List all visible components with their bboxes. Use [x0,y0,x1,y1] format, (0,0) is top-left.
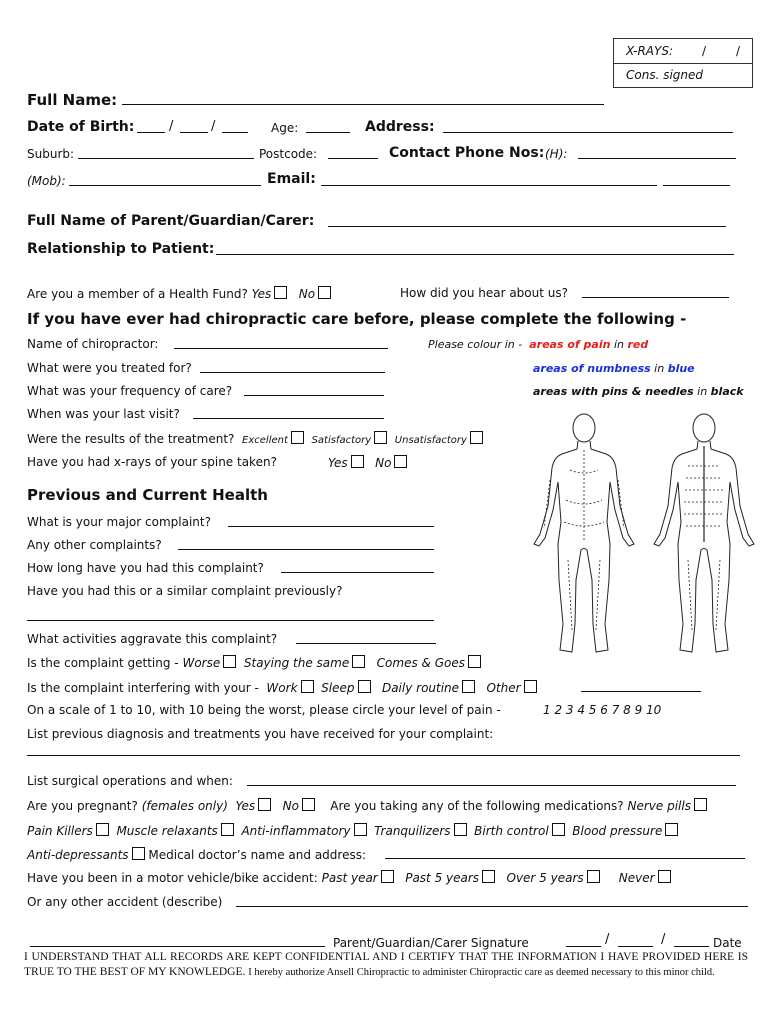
tranquilizers-checkbox[interactable] [454,823,467,836]
results-question: Were the results of the treatment? Excellent Satisfactory Unsatisfactory [27,431,483,446]
email-field-extra[interactable] [663,173,730,186]
age-label: Age: [271,121,299,135]
other-checkbox[interactable] [524,680,537,693]
pregnant-no-checkbox[interactable] [302,798,315,811]
hear-about-field[interactable] [582,285,729,298]
birth-control-checkbox[interactable] [552,823,565,836]
chiro-name-label: Name of chiropractor: [27,337,159,351]
unsatisfactory-checkbox[interactable] [470,431,483,444]
surgical-label: List surgical operations and when: [27,774,233,788]
pain-scale-values[interactable]: 1 2 3 4 5 6 7 8 9 10 [543,703,662,717]
mobile-label: (Mob): [27,174,66,188]
other-complaints-label: Any other complaints? [27,538,162,552]
work-checkbox[interactable] [301,680,314,693]
parent-name-field[interactable] [328,214,726,227]
anti-depressants-checkbox[interactable] [132,847,145,860]
treated-for-label: What were you treated for? [27,361,192,375]
last-visit-label: When was your last visit? [27,407,180,421]
how-long-label: How long have you had this complaint? [27,561,264,575]
xrays-options: Yes No [328,455,407,470]
postcode-field[interactable] [328,146,378,159]
mobile-field[interactable] [69,173,261,186]
anti-inflammatory-checkbox[interactable] [354,823,367,836]
motor-accident-row: Have you been in a motor vehicle/bike accident: Past year Past 5 years Over 5 years Never [27,870,671,885]
dob-year-field[interactable] [222,120,248,133]
suburb-field[interactable] [78,146,254,159]
pain-killers-checkbox[interactable] [96,823,109,836]
health-heading: Previous and Current Health [27,486,268,504]
address-field[interactable] [443,120,733,133]
treated-for-field[interactable] [200,360,385,373]
suburb-label: Suburb: [27,147,75,161]
age-field[interactable] [306,120,350,133]
dob-day-field[interactable] [137,120,165,133]
interfering-row: Is the complaint interfering with your - Work Sleep Daily routine Other [27,680,537,695]
full-name-field[interactable] [122,92,604,105]
complaint-getting-row: Is the complaint getting - Worse Staying the same Comes & Goes [27,655,481,670]
signature-label: Parent/Guardian/Carer Signature [333,936,529,950]
major-complaint-field[interactable] [228,514,434,527]
surgical-field[interactable] [247,773,736,786]
xrays-label: X-RAYS: [626,44,673,58]
other-accident-label: Or any other accident (describe) [27,895,223,909]
home-phone-label: (H): [545,147,568,161]
body-back-diagram[interactable] [648,410,760,662]
major-complaint-label: What is your major complaint? [27,515,211,529]
never-checkbox[interactable] [658,870,671,883]
date-slash-2: / [661,932,666,947]
dob-month-field[interactable] [180,120,208,133]
other-interfering-field[interactable] [581,679,701,692]
date-day-field[interactable] [566,934,601,947]
address-label: Address: [365,119,435,135]
pregnant-row: Are you pregnant? (females only) Yes No Are you taking any of the following medications? Nerve pills [27,798,707,813]
signature-field[interactable] [30,934,325,947]
last-visit-field[interactable] [193,406,384,419]
sleep-checkbox[interactable] [358,680,371,693]
dob-slash-2: / [211,119,216,134]
legend-numbness: areas of numbness in blue [533,362,695,375]
aggravate-field[interactable] [296,631,436,644]
excellent-checkbox[interactable] [291,431,304,444]
relationship-label: Relationship to Patient: [27,241,215,257]
legend-pins: areas with pins & needles in black [533,385,744,398]
diagnosis-label: List previous diagnosis and treatments you have received for your complaint: [27,727,494,741]
xrays-yes-checkbox[interactable] [351,455,364,468]
chiro-name-field[interactable] [174,336,388,349]
aggravate-label: What activities aggravate this complaint? [27,632,278,646]
declaration-text: I UNDERSTAND THAT ALL RECORDS ARE KEPT CONFIDENTIAL AND I CERTIFY THAT THE INFORMATION I HAVE PROVIDED HERE IS TRUE TO THE BEST OF MY KNOWLEDGE. I hereby authorize Ansell Chiropractic to administer Chiropractic care as deemed necessary to this minor child. [24,951,748,978]
home-phone-field[interactable] [578,146,736,159]
xrays-slash-2: / [736,44,741,58]
prior-care-heading: If you have ever had chiropractic care before, please complete the following - [27,310,687,328]
relationship-field[interactable] [216,242,734,255]
comes-goes-checkbox[interactable] [468,655,481,668]
pain-scale-label: On a scale of 1 to 10, with 10 being the worst, please circle your level of pain - [27,703,501,717]
dob-slash-1: / [169,119,174,134]
similar-complaint-field[interactable] [27,608,434,621]
consent-label: Cons. signed [626,68,704,82]
how-long-field[interactable] [281,560,434,573]
blood-pressure-checkbox[interactable] [665,823,678,836]
frequency-field[interactable] [244,383,384,396]
other-complaints-field[interactable] [178,537,434,550]
full-name-label: Full Name: [27,91,118,109]
pregnant-yes-checkbox[interactable] [258,798,271,811]
date-slash-1: / [605,932,610,947]
xrays-no-checkbox[interactable] [394,455,407,468]
muscle-relaxants-checkbox[interactable] [221,823,234,836]
past-5-years-checkbox[interactable] [482,870,495,883]
nerve-pills-checkbox[interactable] [694,798,707,811]
satisfactory-checkbox[interactable] [374,431,387,444]
diagnosis-field[interactable] [27,743,740,756]
same-checkbox[interactable] [352,655,365,668]
office-use-box [613,38,753,88]
contact-label: Contact Phone Nos: [389,145,545,161]
frequency-label: What was your frequency of care? [27,384,233,398]
similar-complaint-label: Have you had this or a similar complaint previously? [27,584,343,598]
date-label: Date [713,936,742,950]
anti-depressants-row: Anti-depressants Medical doctor’s name and address: [27,848,367,862]
dob-label: Date of Birth: [27,119,135,135]
date-month-field[interactable] [618,934,653,947]
doctor-field[interactable] [385,846,745,859]
fund-no-checkbox[interactable] [318,286,331,299]
hear-about-label: How did you hear about us? [400,286,568,300]
postcode-label: Postcode: [259,147,318,161]
email-field[interactable] [321,173,657,186]
health-fund-question: Are you a member of a Health Fund? Yes No [27,286,331,301]
worse-checkbox[interactable] [223,655,236,668]
body-front-diagram[interactable] [528,410,640,662]
medications-row: Pain Killers Muscle relaxants Anti-inflammatory Tranquilizers Birth control Blood pressure [27,823,678,838]
email-label: Email: [267,171,316,187]
parent-name-label: Full Name of Parent/Guardian/Carer: [27,213,315,229]
date-year-field[interactable] [674,934,709,947]
over-5-years-checkbox[interactable] [587,870,600,883]
other-accident-field[interactable] [236,894,748,907]
legend-pain: Please colour in - areas of pain in red [428,338,649,351]
fund-yes-checkbox[interactable] [274,286,287,299]
xrays-slash-1: / [702,44,707,58]
daily-routine-checkbox[interactable] [462,680,475,693]
xrays-question: Have you had x-rays of your spine taken? [27,455,277,469]
past-year-checkbox[interactable] [381,870,394,883]
